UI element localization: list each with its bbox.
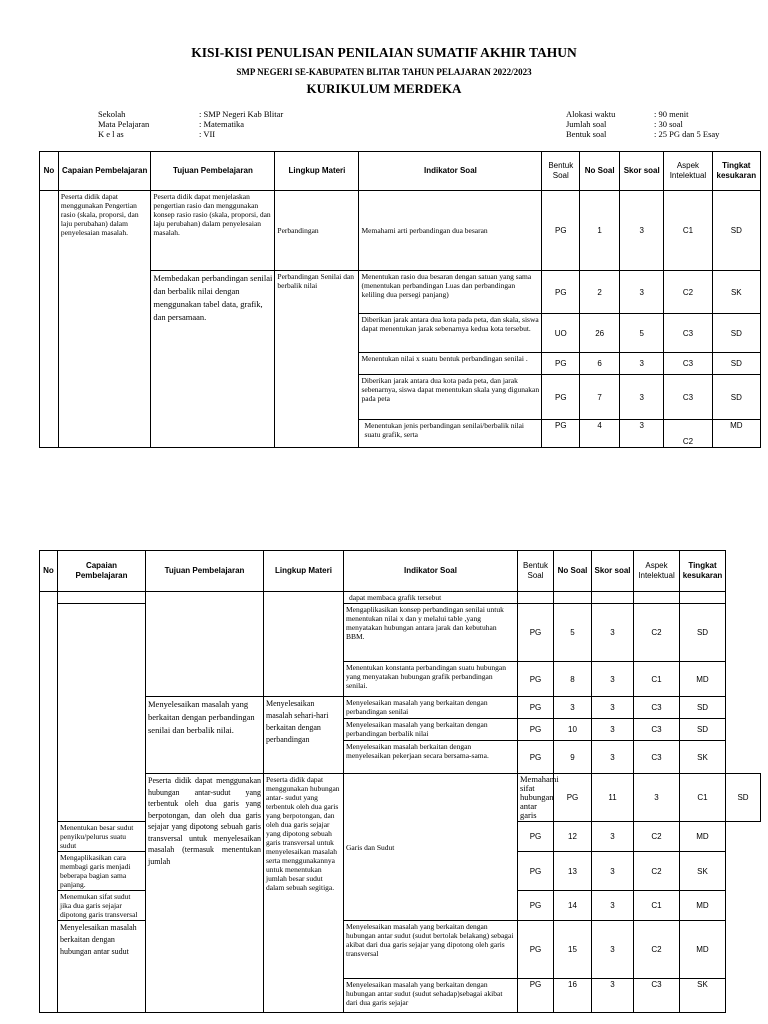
skor-cell: 3 [592, 921, 634, 979]
skor-cell: 3 [592, 662, 634, 697]
tingkat-cell: SD [712, 353, 760, 375]
nosoal-cell: 11 [592, 774, 634, 822]
skor-cell: 3 [620, 375, 664, 420]
bentuk-cell: PG [518, 604, 554, 662]
nosoal-cell: 12 [554, 822, 592, 852]
skor-cell: 3 [634, 774, 680, 822]
nosoal-cell: 5 [554, 604, 592, 662]
indikator-cell: Diberikan jarak antara dua kota pada peta, dan jarak sebenarnya, siswa dapat menentukan skala yang digunakan pada peta [359, 375, 542, 420]
skor-cell: 5 [620, 314, 664, 353]
col-skor: Skor soal [620, 152, 664, 191]
col-tingkat: Tingkat kesukaran [680, 551, 726, 592]
lm-cell: Perbandingan Senilai dan berbalik nilai [275, 271, 359, 448]
aspek-cell: C2 [664, 271, 712, 314]
bentuk-cell [518, 592, 554, 604]
col-no: No [40, 551, 58, 592]
document-title: KISI-KISI PENULISAN PENILAIAN SUMATIF AKHIR TAHUN [191, 45, 577, 60]
nosoal-cell: 8 [554, 662, 592, 697]
nosoal-cell: 7 [580, 375, 620, 420]
col-nosoal: No Soal [554, 551, 592, 592]
bentuk-cell: PG [518, 822, 554, 852]
indikator-cell: dapat membaca grafik tersebut [344, 592, 518, 604]
tingkat-cell: SD [712, 191, 760, 271]
indikator-cell: Menyelesaikan masalah yang berkaitan dengan perbandingan berbalik nilai [344, 719, 518, 741]
aspek-cell: C3 [664, 375, 712, 420]
skor-cell [592, 592, 634, 604]
header-row [40, 152, 761, 191]
tp-cell: Menyelesaikan masalah yang berkaitan dengan perbandingan senilai dan berbalik nilai. [146, 697, 264, 774]
col-indikator: Indikator Soal [344, 551, 518, 592]
skor-cell: 3 [592, 741, 634, 774]
indikator-cell: Menyelesaikan masalah yang berkaitan dengan hubungan antar sudut (sudut bertolak belakang) sebagai akibat dari dua garis sejajar yang dipotong oleh garis transversal [344, 921, 518, 979]
col-no: No [40, 152, 59, 191]
col-skor: Skor soal [592, 551, 634, 592]
indikator-cell: Menentukan jenis perbandingan senilai/berbalik nilai suatu grafik, serta [359, 420, 542, 448]
info-value: : SMP Negeri Kab Blitar [199, 109, 284, 119]
skor-cell: 3 [592, 719, 634, 741]
kisi-table-2 [39, 550, 761, 1013]
col-bentuk: Bentuk Soal [518, 551, 554, 592]
indikator-cell: Menentukan konstanta perbandingan suatu hubungan yang menyatakan hubungan grafik perbandingan senilai. [344, 662, 518, 697]
tingkat-cell: SK [712, 271, 760, 314]
skor-cell: 3 [592, 822, 634, 852]
tingkat-cell: SD [680, 719, 726, 741]
table-row [40, 191, 761, 271]
tingkat-cell: MD [680, 921, 726, 979]
col-tp: Tujuan Pembelajaran [146, 551, 264, 592]
indikator-cell: Memahami sifat hubungan antar garis [518, 774, 554, 822]
indikator-cell: Menemukan sifat sudut jika dua garis sejajar dipotong garis transversal [58, 891, 146, 921]
aspek-cell: C3 [664, 314, 712, 353]
aspek-cell: C3 [634, 979, 680, 1013]
tingkat-cell: SD [680, 697, 726, 719]
tingkat-cell: SK [680, 979, 726, 1013]
tingkat-cell: MD [712, 420, 760, 448]
bentuk-cell: PG [518, 921, 554, 979]
info-label: Jumlah soal [566, 119, 607, 129]
indikator-cell: Menentukan besar sudut penyiku/pelurus suatu sudut [58, 822, 146, 852]
info-label: Alokasi waktu [566, 109, 616, 119]
tp-cell: Peserta didik dapat menjelaskan pengertian rasio dan menggunakan konsep rasio rasio (skala, proporsi, dan laju perubahan) dalam penyelesaian masalah. [151, 191, 275, 271]
nosoal-cell: 2 [580, 271, 620, 314]
skor-cell: 3 [620, 353, 664, 375]
tingkat-cell: SD [712, 375, 760, 420]
nosoal-cell: 4 [580, 420, 620, 448]
aspek-cell: C2 [634, 852, 680, 891]
col-aspek: Aspek Intelektual [634, 551, 680, 592]
aspek-cell: C3 [634, 741, 680, 774]
tingkat-cell: SD [680, 604, 726, 662]
skor-cell: 3 [592, 697, 634, 719]
col-bentuk: Bentuk Soal [542, 152, 580, 191]
nosoal-cell: 26 [580, 314, 620, 353]
bentuk-cell: PG [542, 271, 580, 314]
tp-cell: Peserta didik dapat menggunakan hubungan antar- sudut yang terbentuk oleh dua garis yang berpotongan, dan oleh dua garis sejajar yang dipotong sebuah garis transversal untuk menyelesaikan masalah serta menggunakannya untuk menentukan jumlah besar sudut dalam sebuah segitiga. [264, 774, 344, 1013]
lm-cell: Menyelesaikan masalah berkaitan dengan hubungan antar sudut [58, 921, 146, 1013]
col-cp: Capaian Pembelajaran [58, 551, 146, 592]
info-value: : 25 PG dan 5 Esay [654, 129, 720, 139]
nosoal-cell [554, 592, 592, 604]
cp-cell [58, 592, 146, 604]
indikator-cell: Menyelesaikan masalah yang berkaitan dengan perbandingan senilai [344, 697, 518, 719]
skor-cell: 3 [592, 891, 634, 921]
nosoal-cell: 15 [554, 921, 592, 979]
tingkat-cell: MD [680, 891, 726, 921]
bentuk-cell: PG [518, 662, 554, 697]
nosoal-cell: 6 [580, 353, 620, 375]
indikator-cell: Diberikan jarak antara dua kota pada peta, dan skala, siswa dapat menentukan jarak sebenarnya kedua kota tersebut. [359, 314, 542, 353]
col-lm: Lingkup Materi [275, 152, 359, 191]
info-label: K e l as [98, 129, 124, 139]
bentuk-cell: PG [518, 697, 554, 719]
aspek-cell: C2 [634, 822, 680, 852]
info-left [98, 109, 283, 139]
lm-cell: Garis dan Sudut [344, 774, 518, 921]
aspek-cell: C1 [634, 662, 680, 697]
aspek-cell: C1 [634, 891, 680, 921]
indikator-cell: Menyelesaikan masalah yang berkaitan dengan hubungan antar sudut (sudut sehadap)sebagai akibat dari dua garis sejajar [344, 979, 518, 1013]
tingkat-cell: SD [712, 314, 760, 353]
indikator-cell: Menentukan nilai x suatu bentuk perbandingan senilai . [359, 353, 542, 375]
aspek-cell: C2 [634, 921, 680, 979]
nosoal-cell: 16 [554, 979, 592, 1013]
aspek-cell: C3 [634, 697, 680, 719]
col-aspek: Aspek Intelektual [664, 152, 712, 191]
kisi-table-1 [39, 151, 761, 448]
skor-cell: 3 [592, 979, 634, 1013]
cp-cell: Peserta didik dapat menggunakan Pengertian rasio (skala, proporsi, dan laju perubahan) dalam penyelesaian masalah. [58, 191, 150, 448]
bentuk-cell: PG [518, 741, 554, 774]
col-indikator: Indikator Soal [359, 152, 542, 191]
skor-cell: 3 [620, 191, 664, 271]
indikator-cell: Mengaplikasikan konsep perbandingan senilai untuk menentukan nilai x dan y melalui table ,yang menyatakan hubungan antara jarak dan kebutuhan BBM. [344, 604, 518, 662]
no-cell [40, 191, 59, 448]
bentuk-cell: PG [518, 719, 554, 741]
indikator-cell: Memahami arti perbandingan dua besaran [359, 191, 542, 271]
col-nosoal: No Soal [580, 152, 620, 191]
cp-cell: Peserta didik dapat menggunakan hubungan antar-sudut yang terbentuk oleh dua garis yang berpotongan, dan oleh dua garis sejajar yang dipotong sebuah garis transversal untuk menyelesaikan masalah (termasuk menentukan jumlah [146, 774, 264, 1013]
col-tingkat: Tingkat kesukaran [712, 152, 760, 191]
tingkat-cell: MD [680, 822, 726, 852]
info-value: : 30 soal [654, 119, 683, 129]
aspek-cell [634, 592, 680, 604]
info-value: : 90 menit [654, 109, 689, 119]
col-cp: Capaian Pembelajaran [58, 152, 150, 191]
bentuk-cell: PG [554, 774, 592, 822]
skor-cell: 3 [592, 604, 634, 662]
indikator-cell: Mengaplikasikan cara membagi garis menjadi beberapa bagian sama panjang. [58, 852, 146, 891]
document-subtitle: SMP NEGERI SE-KABUPATEN BLITAR TAHUN PELAJARAN 2022/2023 [236, 67, 532, 77]
skor-cell: 3 [592, 852, 634, 891]
aspek-cell: C3 [664, 353, 712, 375]
skor-cell: 3 [620, 271, 664, 314]
bentuk-cell: PG [518, 852, 554, 891]
info-value: : Matematika [199, 119, 245, 129]
skor-cell: 3 [620, 420, 664, 448]
tingkat-cell: SK [680, 852, 726, 891]
aspek-cell: C2 [664, 420, 712, 448]
bentuk-cell: PG [542, 353, 580, 375]
bentuk-cell: PG [518, 891, 554, 921]
lm-cell [264, 592, 344, 697]
info-label: Sekolah [98, 109, 126, 119]
curriculum-title: KURIKULUM MERDEKA [306, 81, 462, 96]
bentuk-cell: PG [542, 420, 580, 448]
tingkat-cell: MD [680, 662, 726, 697]
tp-cell [146, 592, 264, 697]
bentuk-cell: UO [542, 314, 580, 353]
col-tp: Tujuan Pembelajaran [151, 152, 275, 191]
nosoal-cell: 14 [554, 891, 592, 921]
bentuk-cell: PG [518, 979, 554, 1013]
bentuk-cell: PG [542, 191, 580, 271]
lm-cell: Perbandingan [275, 191, 359, 271]
bentuk-cell: PG [542, 375, 580, 420]
tingkat-cell [680, 592, 726, 604]
tp-cell: Membedakan perbandingan senilai dan berbalik nilai dengan menggunakan tabel data, grafik, dan persamaan. [151, 271, 275, 448]
table-row [40, 774, 761, 822]
nosoal-cell: 3 [554, 697, 592, 719]
indikator-cell: Menyelesaikan masalah berkaitan dengan menyelesaikan pekerjaan secara bersama-sama. [344, 741, 518, 774]
lm-cell: Menyelesaikan masalah sehari-hari berkaitan dengan perbandingan [264, 697, 344, 774]
cp-cell [58, 604, 146, 822]
nosoal-cell: 10 [554, 719, 592, 741]
nosoal-cell: 9 [554, 741, 592, 774]
tingkat-cell: SK [680, 741, 726, 774]
aspek-cell: C1 [664, 191, 712, 271]
col-lm: Lingkup Materi [264, 551, 344, 592]
no-cell [40, 592, 58, 1013]
info-value: : VII [199, 129, 216, 139]
aspek-cell: C2 [634, 604, 680, 662]
header-row [40, 551, 761, 592]
info-label: Bentuk soal [566, 129, 607, 139]
info-right [566, 109, 719, 139]
indikator-cell: Menentukan rasio dua besaran dengan satuan yang sama (menentukan perbandingan Luas dan perbandingan keliling dua persegi panjang) [359, 271, 542, 314]
nosoal-cell: 13 [554, 852, 592, 891]
aspek-cell: C3 [634, 719, 680, 741]
aspek-cell: C1 [680, 774, 726, 822]
table-row [40, 697, 761, 719]
table-row [40, 592, 761, 604]
info-label: Mata Pelajaran [98, 119, 150, 129]
nosoal-cell: 1 [580, 191, 620, 271]
tingkat-cell: SD [726, 774, 761, 822]
